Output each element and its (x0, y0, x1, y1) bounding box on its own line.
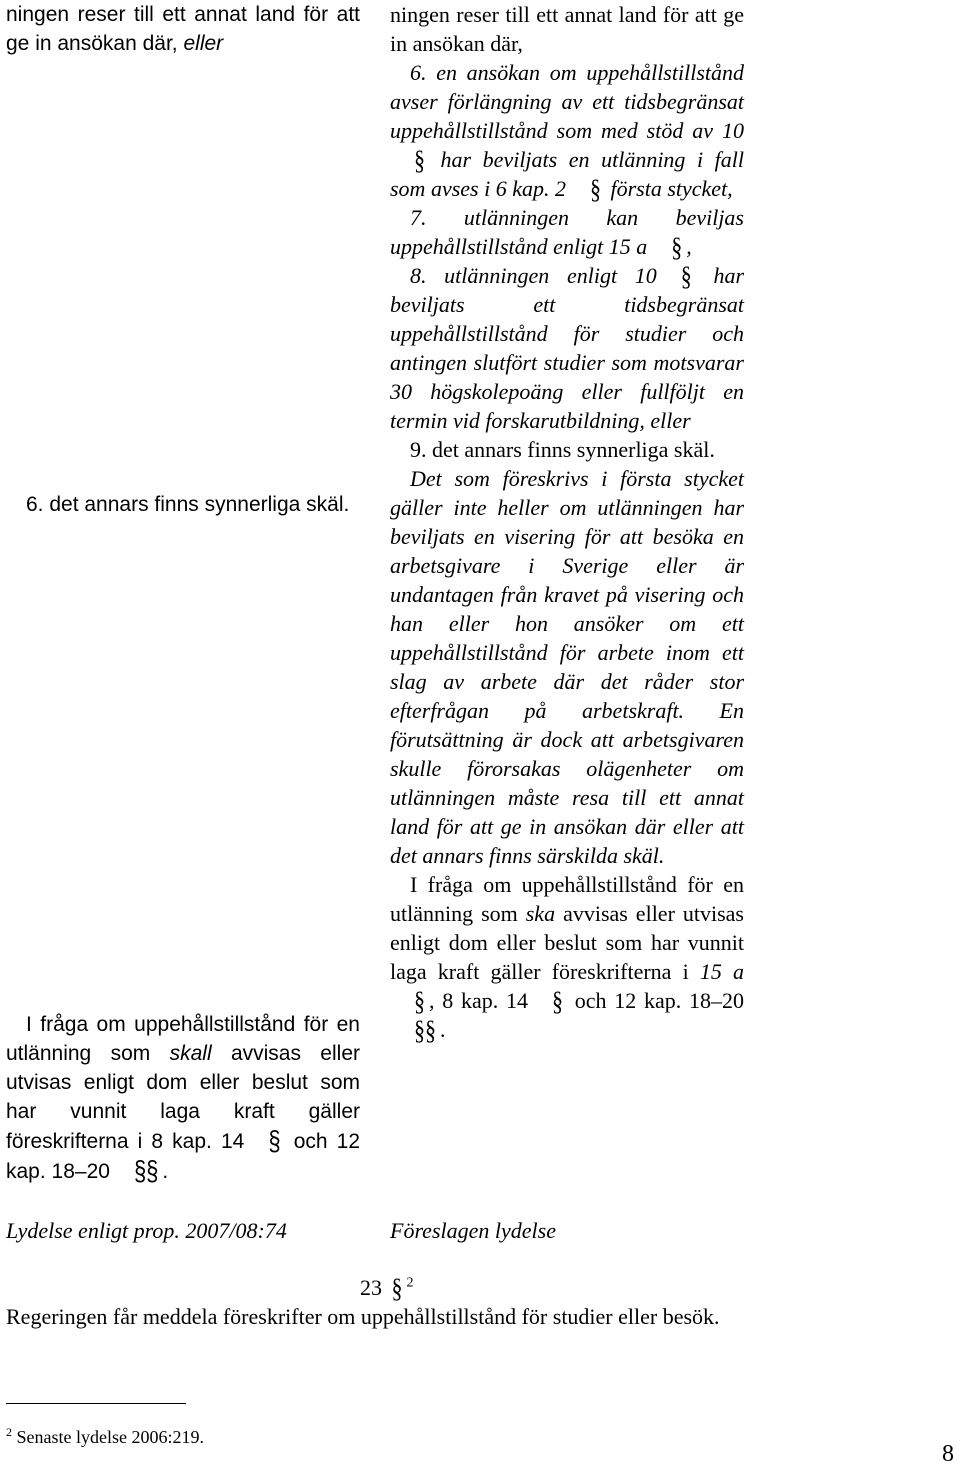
page-number: 8 (942, 1441, 954, 1467)
right-item-6: 6. en ansökan om uppehållstillstånd avser förlängning av ett tidsbegränsat uppehållstillstånd som med stöd av 10§ har beviljats en utlänning i fall som avses i 6 kap. 2 § första stycket, (390, 60, 744, 205)
section-text: Regeringen får meddela föreskrifter om uppehållstillstånd för studier eller besök. (6, 1304, 720, 1329)
right-item-9: 9. det annars finns synnerliga skäl. (410, 437, 715, 462)
section-heading: 23 § $^2$ (360, 1271, 414, 1304)
left-column (6, 0, 360, 58)
right-item-7: 7. utlänningen kan beviljas uppehållstillstånd enligt 15 a § , (390, 205, 744, 263)
left-paragraph: I fråga om uppehållstillstånd för en utlänning som skall avvisas eller utvisas enligt dom eller beslut som har vunnit laga kraft gäller föreskrifterna i 8 kap. 14 § och 12 kap. 18–20 §§ . (6, 1013, 361, 1187)
right-italic-paragraph: Det som föreskrivs i första stycket gäller inte heller om utlänningen har beviljats en visering för att besöka en arbetsgivare i Sverige eller är undantagen från kravet på visering och han eller hon ansöker om ett uppehållstillstånd för arbete inom ett slag av arbete där det råder stor efterfrågan på arbetskraft. En förutsättning är dock att arbetsgivaren skulle förorsakas olägenheter om utlänningen måste resa till ett annat land för att ge in ansökan där eller att det annars finns särskilda skäl. (390, 466, 744, 868)
left-top-text: ningen reser till ett annat land för att ge in ansökan där, eller (6, 3, 360, 55)
left-header: Lydelse enligt prop. 2007/08:74 (6, 1218, 287, 1243)
right-header: Föreslagen lydelse (390, 1218, 556, 1243)
right-paragraph: I fråga om uppehållstillstånd för en utlänning som ska avvisas eller utvisas enligt dom eller beslut som har vunnit laga kraft gäller föreskrifterna i 15 a§ , 8 kap. 14 § och 12 kap. 18–20§§ . (390, 872, 745, 1046)
right-top-text: ningen reser till ett annat land för att ge in ansökan där, (390, 2, 744, 56)
right-column (390, 0, 744, 1044)
footnote-divider (6, 1403, 186, 1404)
footnote: $^2$ Senaste lydelse 2006:219. (6, 1425, 204, 1447)
left-item-6: 6. det annars finns synnerliga skäl. (26, 493, 350, 516)
right-item-8: 8. utlänningen enligt 10 § har beviljats ett tidsbegränsat uppehållstillstånd för studier och antingen slutfört studier som motsvarar 30 högskolepoäng eller fullföljt en termin vid forskarutbildning, eller (390, 259, 745, 433)
